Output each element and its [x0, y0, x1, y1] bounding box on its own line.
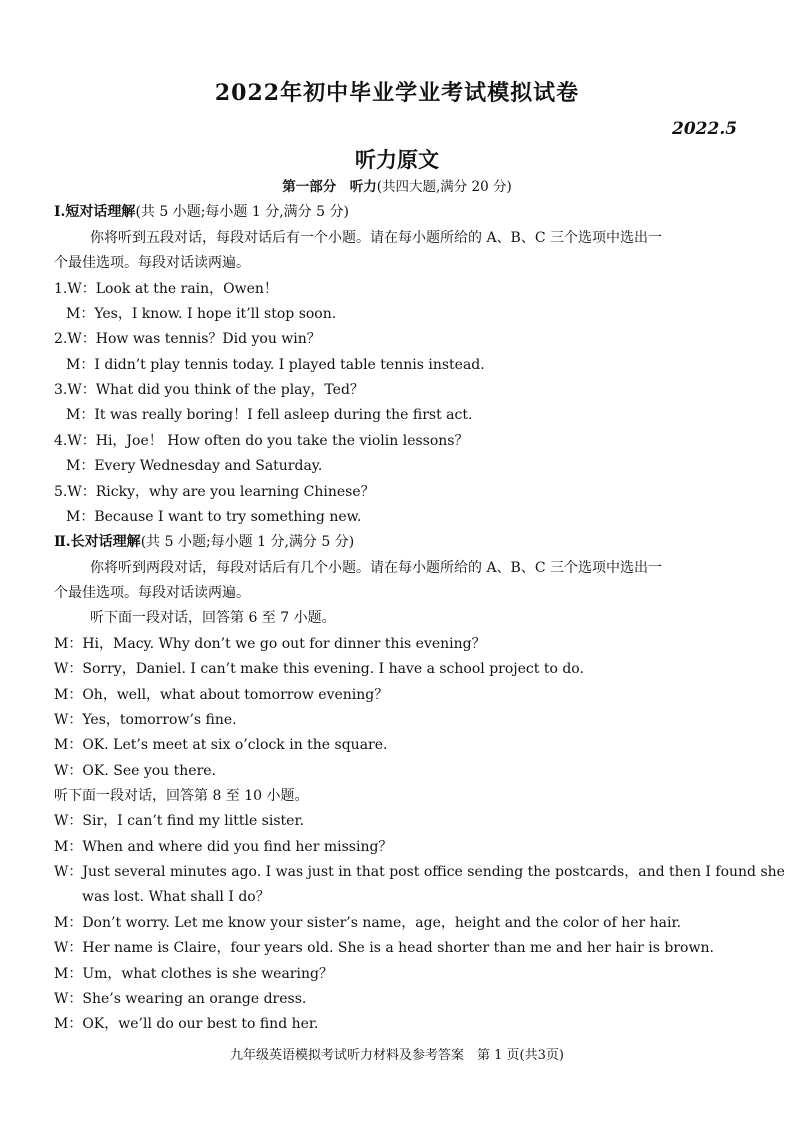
dialog-line: W：OK. See you there.	[54, 763, 216, 779]
section1-note: (共 5 小题;每小题 1 分,满分 5 分)	[135, 204, 349, 220]
section1-instruction-1: 你将听到五段对话，每段对话后有一个小题。请在每小题所给的 A、B、C 三个选项中选出一	[90, 230, 663, 246]
dialog-line: M：OK，we’ll do our best to find her.	[54, 1016, 319, 1032]
dialog-line: M：Oh，well，what about tomorrow evening？	[54, 687, 389, 703]
part-note: (共四大题,满分 20 分)	[376, 179, 512, 195]
section2-instruction-2: 个最佳选项。每段对话读两遍。	[54, 585, 250, 601]
exam-title: 2022年初中毕业学业考试模拟试卷	[214, 80, 580, 106]
section1-instruction-2: 个最佳选项。每段对话读两遍。	[54, 255, 250, 271]
page-footer: 九年级英语模拟考试听力材料及参考答案 第 1 页(共3页)	[230, 1048, 564, 1063]
section2-instruction-3: 听下面一段对话，回答第 6 至 7 小题。	[90, 610, 336, 626]
dialog-line: W：Just several minutes ago. I was just in that post office sending the postcards，and then I found she	[54, 864, 785, 880]
dialog-line: M：OK. Let’s meet at six o’clock in the square.	[54, 737, 388, 753]
dialog-line: M：When and where did you find her missing？	[54, 839, 393, 855]
dialog-line: 2.W：How was tennis？Did you win？	[54, 331, 321, 347]
part-name: 第一部分 听力	[282, 179, 377, 195]
dialog-line: W：Yes，tomorrow’s fine.	[54, 712, 237, 728]
dialog-line: was lost. What shall I do？	[82, 889, 270, 905]
dialog-line: M：Yes，I know. I hope it’ll stop soon.	[66, 306, 337, 322]
dialog-line: 1.W：Look at the rain，Owen！	[54, 281, 278, 297]
dialog-line: M：It was really boring！I fell asleep during the first act.	[66, 407, 473, 423]
section1-heading-line	[54, 201, 349, 221]
document-subtitle: 听力原文	[355, 147, 439, 172]
dialog-line: M：Um，what clothes is she wearing？	[54, 966, 333, 982]
dialog-line: M：Because I want to try something new.	[66, 509, 362, 525]
section2-heading-line	[54, 531, 354, 551]
dialog-line: W：Her name is Claire，four years old. She is a head shorter than me and her hair is brown.	[54, 940, 714, 956]
dialog-line: W：She’s wearing an orange dress.	[54, 991, 307, 1007]
part-heading	[0, 175, 794, 195]
dialog-line: M：Every Wednesday and Saturday.	[66, 458, 323, 474]
dialog-line: 5.W：Ricky，why are you learning Chinese？	[54, 484, 375, 500]
dialog-line: W：Sorry，Daniel. I can’t make this evening. I have a school project to do.	[54, 661, 584, 677]
section2-note: (共 5 小题;每小题 1 分,满分 5 分)	[140, 534, 355, 550]
exam-date: 2022.5	[672, 119, 738, 139]
dialog-line: M：I didn’t play tennis today. I played table tennis instead.	[66, 357, 485, 373]
dialog-line: 3.W：What did you think of the play，Ted？	[54, 382, 364, 398]
dialog-line: W：Sir，I can’t find my little sister.	[54, 813, 305, 829]
dialog-line: 4.W：Hi，Joe！ How often do you take the violin lessons？	[54, 433, 469, 449]
section2-instruction-4: 听下面一段对话，回答第 8 至 10 小题。	[54, 788, 309, 804]
section2-heading: Ⅱ.长对话理解	[54, 534, 141, 550]
dialog-line: M：Hi，Macy. Why don’t we go out for dinner this evening？	[54, 636, 486, 652]
dialog-line: M：Don’t worry. Let me know your sister’s name，age，height and the color of her hair.	[54, 915, 682, 931]
section2-instruction-1: 你将听到两段对话，每段对话后有几个小题。请在每小题所给的 A、B、C 三个选项中选出一	[90, 560, 663, 576]
section1-heading: Ⅰ.短对话理解	[54, 204, 136, 220]
